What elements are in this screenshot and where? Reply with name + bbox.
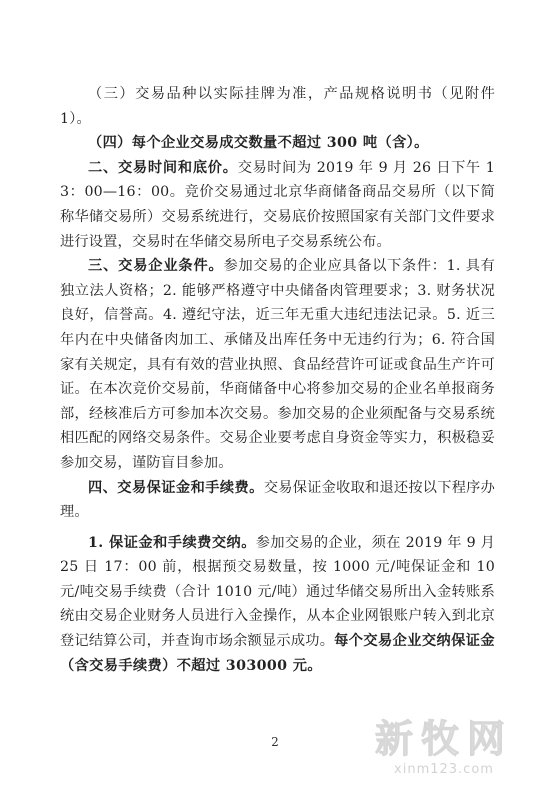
page-number: 2 (271, 735, 279, 749)
document-body (60, 82, 495, 678)
paragraph-subsection-1 (60, 531, 495, 679)
watermark-logo: 新牧网 (374, 717, 513, 761)
site-watermark (354, 716, 534, 786)
subsection-heading: 1. 保证金和手续费交纳。 (88, 534, 256, 551)
paragraph-emphasis: 每个交易企业交纳保证金（含交易手续费）不超过 303000 元。 (60, 633, 495, 674)
paragraph-text: 参加交易的企业应具备以下条件：1. 具有独立法人资格；2. 能够严格遵守中央储备肉管理要求；3. 财务状况良好，信誉高。4. 遵纪守法，近三年无重大违纪违法记录。5. 近三年内在中央储备肉加工、承储及出库任务中无违约行为；6. 符合国家有关规定，具有有效的营业执照、食品经营许可证或食品生产许可证。在本次竞价交易前，华商储备中心将参加交易的企业名单报商务部，经核准后方可参加本次交易。参加交易的企业须配备与交易系统相匹配的网络交易条件。交易企业要考虑自身资金等实力，积极稳妥参加交易，谨防盲目参加。 (60, 258, 495, 471)
paragraph-text: 参加交易的企业，须在 2019 年 9 月 25 日 17：00 前，根据预交易数量，按 1000 元/吨保证金和 10 元/吨交易手续费（合计 1010 元/吨）通过华储交易所出入金转账系统由交易企业财务人员进行入金操作，从本企业网银账户转入到北京登记结算公司，并查询市场余额显示成功。 (60, 534, 495, 650)
paragraph-text: 交易保证金收取和退还按以下程序办理。 (60, 479, 495, 521)
paragraph-section-4 (60, 476, 495, 525)
paragraph-item-3 (60, 82, 495, 131)
paragraph-text: 交易时间为 2019 年 9 月 26 日下午 13：00—16：00。竞价交易通过北京华商储备商品交易所（以下简称华储交易所）交易系统进行，交易底价按照国家有关部门文件要求进行设置，交易时在华储交易所电子交易系统公布。 (60, 159, 495, 250)
paragraph-item-4 (60, 131, 495, 156)
watermark-url: xinm123.com (394, 762, 494, 777)
paragraph-text: （四）每个企业交易成交数量不超过 300 吨（含）。 (88, 135, 429, 152)
section-heading: 二、交易时间和底价。 (88, 159, 238, 176)
paragraph-section-2 (60, 156, 495, 254)
section-heading: 三、交易企业条件。 (88, 258, 224, 275)
paragraph-section-3 (60, 254, 495, 475)
paragraph-text: （三）交易品种以实际挂牌为准，产品规格说明书（见附件 1）。 (60, 86, 495, 127)
section-heading: 四、交易保证金和手续费。 (88, 479, 264, 496)
